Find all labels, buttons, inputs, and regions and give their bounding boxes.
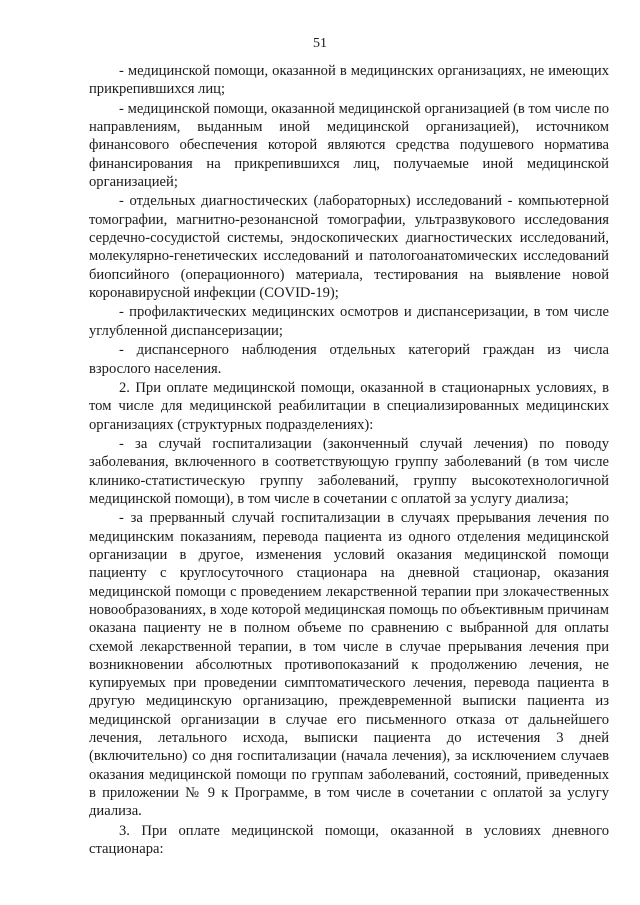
paragraph-completed-hospitalization: - за случай госпитализации (законченный случай лечения) по поводу заболевания, включенного в соответствующую группу заболеваний (в том числе клинико-статистическую группу заболеваний, группу высокотехнологичной медицинской помощи), в том числе в сочетании с оплатой за услугу диализа; [89,436,609,507]
paragraph-section-3-day-hospital: 3. При оплате медицинской помощи, оказанной в условиях дневного стационара: [89,822,609,857]
paragraph-interrupted-hospitalization: - за прерванный случай госпитализации в случаях прерывания лечения по медицинским показаниям, перевода пациента из одного отделения медицинской организации в другое, изменения условий оказания медицинской помощи пациенту с круглосуточного стационара на дневной стационар, оказания медицинской помощи с проведением лекарственной терапии при злокачественных новообразованиях, в ходе которой медицинская помощь по объективным причинам оказана пациенту не в полном объеме по сравнению с выбранной для оплаты схемой лекарственной терапии, в том числе в случае прерывания лечения при возникновении абсолютных противопоказаний к продолжению лечения, не купируемых при проведении симптоматического лечения, перевода пациента в другую медицинскую организацию, преждевременной выписки пациента из медицинской организации в случае его письменного отказа от дальнейшего лечения, летального исхода, выписки пациента до истечения 3 дней (включительно) со дня госпитализации (начала лечения), за исключением случаев оказания медицинской помощи по группам заболеваний, состояний, приведенных в приложении № 9 к Программе, в том числе в сочетании с оплатой за услугу диализа. [89,510,609,820]
paragraph-diagnostic-studies: - отдельных диагностических (лабораторных) исследований - компьютерной томографии, магнитно-резонансной томографии, ультразвукового исследования сердечно-сосудистой системы, эндоскопических диагностических исследований, молекулярно-генетических исследований и патологоанатомических исследований биопсийного (операционного) материала, тестирования на выявление новой коронавирусной инфекции (COVID-19); [89,193,609,301]
document-body [89,62,609,859]
paragraph-preventive-exams: - профилактических медицинских осмотров и диспансеризации, в том числе углубленной диспансеризации; [89,304,609,339]
paragraph-per-capita-funding: - медицинской помощи, оказанной медицинской организацией (в том числе по направлениям, выданным иной медицинской организацией), источником финансового обеспечения которой являются средства подушевого норматива финансирования на прикрепившихся лиц, получаемые иной медицинской организацией; [89,100,609,190]
page-number: 51 [313,36,327,51]
paragraph-section-2-inpatient: 2. При оплате медицинской помощи, оказанной в стационарных условиях, в том числе для медицинской реабилитации в специализированных медицинских организациях (структурных подразделениях): [89,379,609,433]
paragraph-dispensary-observation: - диспансерного наблюдения отдельных категорий граждан из числа взрослого населения. [89,342,609,377]
paragraph-no-attached-persons: - медицинской помощи, оказанной в медицинских организациях, не имеющих прикрепившихся лиц; [89,63,609,98]
